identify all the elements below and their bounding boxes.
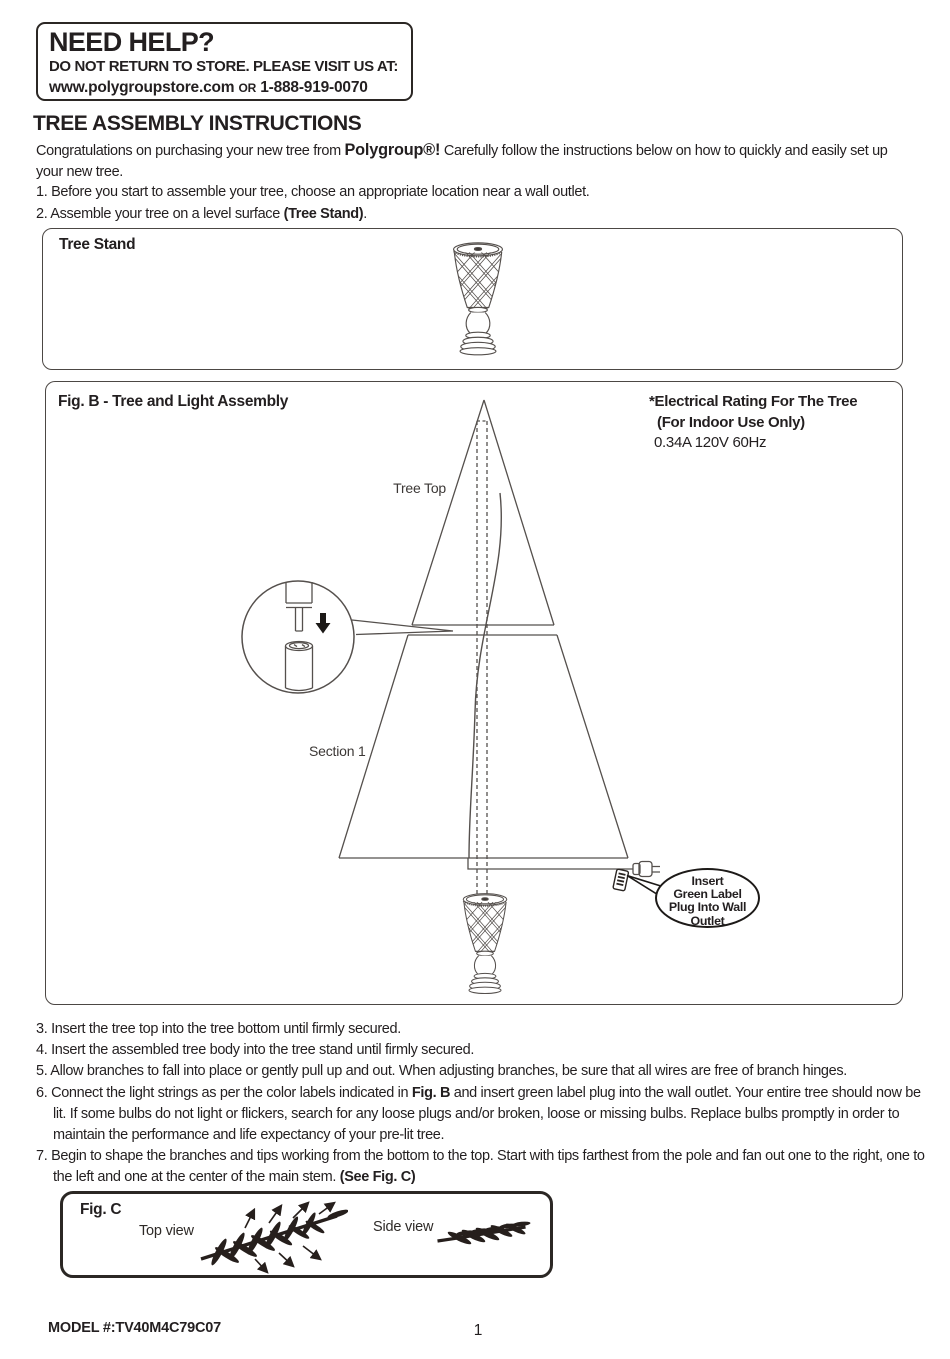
plug-icon (639, 862, 652, 877)
branch-top-view-illustration (196, 1195, 348, 1277)
section-1-label: Section 1 (309, 743, 366, 759)
intro-pre: Congratulations on purchasing your new tree from (36, 143, 345, 159)
step-7-pre: 7. Begin to shape the branches and tips working from the bottom to the top. Start with tips farthest from the pole and fan out one to the right, one to the left and one at the center of the main stem. (36, 1148, 925, 1185)
fig-c-title: Fig. C (80, 1201, 122, 1218)
green-label-tag (613, 869, 629, 891)
step-2-bold: (Tree Stand) (283, 206, 364, 222)
step-2 (36, 204, 928, 225)
detail-circle-inset (242, 581, 354, 693)
tree-stand-title: Tree Stand (59, 236, 136, 253)
rating-line-1: *Electrical Rating For The Tree (649, 393, 858, 410)
or-text: OR (238, 81, 257, 95)
power-cord (468, 858, 633, 869)
page-number: 1 (473, 1322, 483, 1339)
top-view-label: Top view (139, 1223, 194, 1239)
insert-plug-callout (655, 868, 760, 928)
tree-top-label: Tree Top (393, 480, 446, 496)
callout-line-1: Insert (691, 874, 724, 888)
step-3: 3. Insert the tree top into the tree bottom until firmly secured. (36, 1021, 401, 1037)
callout-line-2: Green Label (673, 887, 742, 902)
model-number: MODEL #:TV40M4C79C07 (48, 1320, 222, 1336)
tree-stand-urn-illustration (440, 240, 516, 362)
step-5: 5. Allow branches to fall into place or gently pull up and out. When adjusting branches, be sure that all wires are free of branch hinges. (36, 1063, 847, 1079)
rating-line-2: (For Indoor Use Only) (657, 413, 805, 431)
phone-number: 1-888-919-0070 (260, 79, 368, 96)
step-6-pre: 6. Connect the light strings as per the color labels indicated in (36, 1085, 412, 1101)
plug-prongs (652, 867, 660, 873)
electrical-rating (649, 392, 857, 454)
need-help-contact (49, 77, 400, 99)
callout-line-4: Outlet (690, 913, 725, 928)
step-2-pre: 2. Assemble your tree on a level surface (36, 206, 284, 222)
brand-name: Polygroup®! (344, 141, 441, 159)
tree-stand-figure-box (42, 228, 903, 370)
step-2-post: . (363, 206, 367, 222)
branch-side-view-illustration (435, 1212, 531, 1256)
tree-top-outline (412, 400, 554, 625)
fig-b-title: Fig. B - Tree and Light Assembly (58, 393, 289, 410)
pole-dashed-lines (477, 421, 487, 895)
light-string-curve (469, 493, 501, 858)
step-7-bold: (See Fig. C) (339, 1169, 416, 1185)
callout-wedge-lines (352, 620, 453, 635)
stand-urn-in-diagram (439, 894, 531, 994)
rating-line-3: 0.34A 120V 60Hz (654, 434, 767, 451)
store-url: www.polygroupstore.com (49, 79, 235, 96)
need-help-title: NEED HELP? (49, 27, 215, 57)
fig-c-box (60, 1191, 553, 1278)
need-help-box (36, 22, 413, 101)
step-6-post: and insert green label plug into the wall outlet. Your entire tree should now be lit. If some bulbs do not light or flickers, search for any loose plugs and/or broken, loose or missing bulbs. Replace bulbs promptly in order to maintain the performance and life expectancy of your pre-lit tree. (53, 1085, 921, 1143)
side-view-label: Side view (373, 1219, 434, 1235)
need-help-subtitle: DO NOT RETURN TO STORE. PLEASE VISIT US AT: (49, 58, 398, 75)
intro-paragraph (36, 140, 898, 183)
callout-line-3: Plug Into Wall (668, 900, 747, 915)
intro-post: Carefully follow the instructions below on how to quickly and easily set up your new tree. (36, 143, 888, 180)
tree-assembly-diagram (46, 382, 902, 1003)
step-1: 1. Before you start to assemble your tree, choose an appropriate location near a wall outlet. (36, 184, 590, 200)
tree-bottom-outline (339, 635, 628, 858)
step-4: 4. Insert the assembled tree body into the tree stand until firmly secured. (36, 1042, 474, 1058)
step-7 (36, 1146, 928, 1188)
step-6 (36, 1083, 928, 1146)
fig-b-box (45, 381, 903, 1005)
step-6-bold: Fig. B (411, 1085, 451, 1101)
page-title: TREE ASSEMBLY INSTRUCTIONS (33, 112, 362, 135)
